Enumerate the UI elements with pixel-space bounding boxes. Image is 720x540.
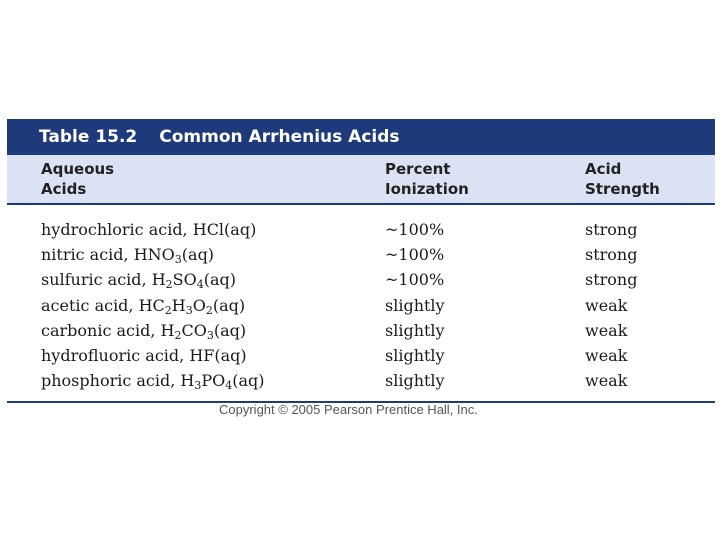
table-row: [7, 343, 715, 368]
acid-name-cell: acetic acid, $HC_2H_3O_2(aq)$: [41, 295, 246, 317]
table-body: [7, 205, 715, 401]
acid-name-cell: carbonic acid, $H_2CO_3(aq)$: [41, 320, 247, 342]
table-row: [7, 267, 715, 292]
ionization-cell: ~100%: [385, 270, 445, 290]
strength-cell: weak: [585, 346, 628, 365]
header-text: Acids: [41, 180, 87, 198]
acid-name-cell: hydrofluoric acid, HF(aq): [41, 346, 247, 365]
acids-table: [7, 119, 715, 403]
table-row: [7, 217, 715, 242]
acid-name-cell: phosphoric acid, $H_3PO_4(aq)$: [41, 371, 265, 393]
table-number: Table 15.2: [39, 127, 138, 147]
strength-cell: weak: [585, 320, 628, 340]
strength-cell: strong: [585, 220, 638, 239]
table-title-bar: [7, 119, 715, 155]
ionization-cell: slightly: [385, 295, 445, 315]
table-header: [7, 155, 715, 203]
table-row: [7, 368, 715, 393]
strength-cell: strong: [585, 270, 638, 290]
header-text: Ionization: [385, 180, 469, 198]
header-text: Aqueous: [41, 160, 115, 178]
acid-name-cell: nitric acid, $HNO_3(aq)$: [41, 245, 215, 267]
header-text: Percent: [385, 160, 451, 178]
strength-cell: weak: [585, 371, 628, 391]
header-text: Strength: [585, 180, 660, 198]
ionization-cell: slightly: [385, 320, 445, 340]
ionization-cell: ~100%: [385, 220, 445, 239]
table-row: [7, 318, 715, 343]
copyright-notice: Copyright © 2005 Pearson Prentice Hall, Inc.: [219, 402, 478, 417]
ionization-cell: slightly: [385, 371, 445, 391]
table-title: Common Arrhenius Acids: [159, 127, 400, 147]
header-acid-strength: [585, 159, 660, 199]
header-aqueous-acids: [41, 159, 114, 199]
strength-cell: strong: [585, 245, 638, 265]
header-text: Acid: [585, 160, 622, 178]
strength-cell: weak: [585, 295, 628, 315]
header-percent-ionization: [385, 159, 469, 199]
ionization-cell: ~100%: [385, 245, 445, 265]
ionization-cell: slightly: [385, 346, 445, 365]
table-row: [7, 242, 715, 267]
acid-name-cell: hydrochloric acid, HCl(aq): [41, 220, 257, 239]
acid-name-cell: sulfuric acid, $H_2SO_4(aq)$: [41, 270, 236, 292]
table-row: [7, 293, 715, 318]
